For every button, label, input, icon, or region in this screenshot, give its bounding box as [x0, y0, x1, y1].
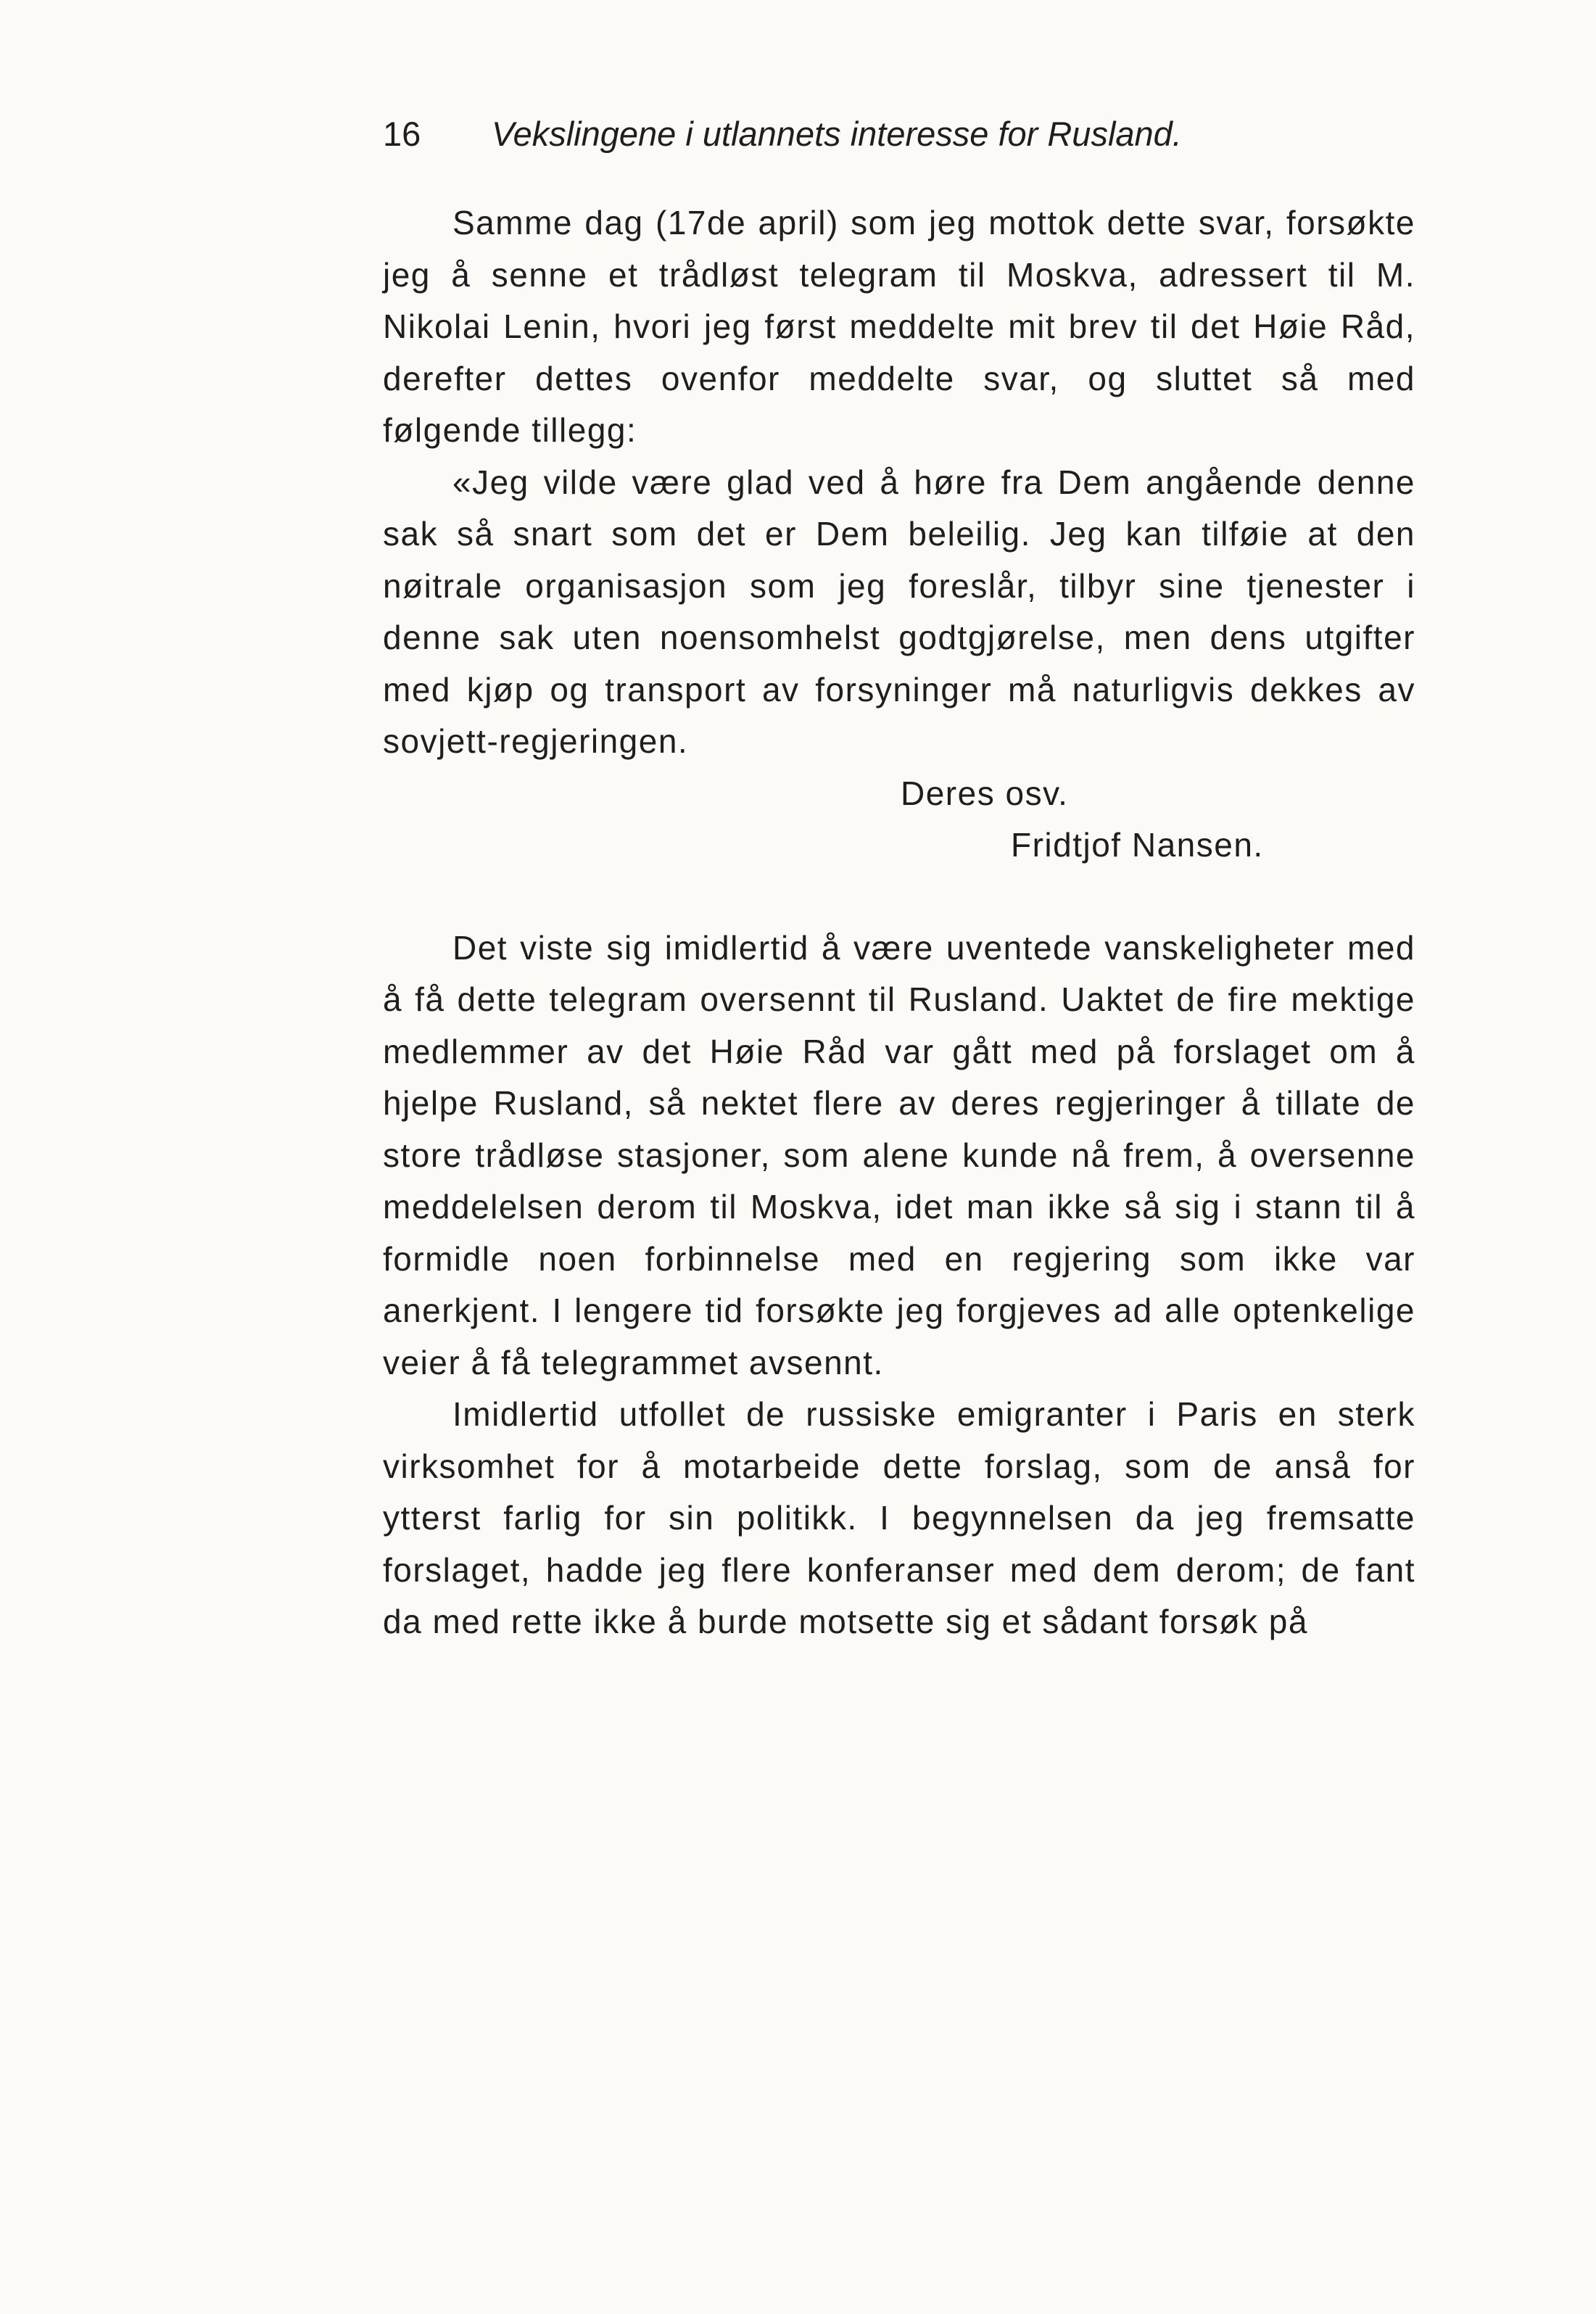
paragraph-3: Det viste sig imidlertid å være uventede vanskeligheter med å få dette telegram oversennt til Rusland. Uaktet de fire mektige medlemmer av det Høie Råd var gått med på forslaget om å hjelpe Rusland, så nektet flere av deres regjeringer å tillate de store trådløse stasjoner, som alene kunde nå frem, å oversenne meddelelsen derom til Moskva, idet man ikke så sig i stann til å formidle noen forbinnelse med en regjering som ikke var anerkjent. I lengere tid forsøkte jeg forgjeves ad alle optenkelige veier å få telegrammet avsennt. — [383, 928, 1415, 1381]
letter-signature: Fridtjof Nansen. — [1011, 826, 1264, 864]
running-head — [383, 109, 1420, 160]
body-text — [383, 197, 1415, 1648]
paragraph-1: Samme dag (17de april) som jeg mottok dette svar, forsøkte jeg å senne et trådløst telegram til Moskva, adressert til M. Nikolai Lenin, hvori jeg først meddelte mit brev til det Høie Råd, derefter dettes ovenfor meddelte svar, og sluttet så med følgende tillegg: — [383, 204, 1415, 449]
letter-closing: Deres osv. — [901, 774, 1069, 812]
running-title: Vekslingene i utlannets interesse for Rusland. — [492, 115, 1182, 153]
paragraph-2: «Jeg vilde være glad ved å høre fra Dem angående denne sak så snart som det er Dem beleilig. Jeg kan tilføie at den nøitrale organisasjon som jeg foreslår, tilbyr sine tjenester i denne sak uten noensomhelst godtgjørelse, men dens utgifter med kjøp og transport av forsyninger må naturligvis dekkes av sovjett-regjeringen. — [383, 463, 1415, 760]
paragraph-4: Imidlertid utfollet de russiske emigranter i Paris en sterk virksomhet for å motarbeide dette forslag, som de anså for ytterst farlig for sin politikk. I begynnelsen da jeg fremsatte forslaget, hadde jeg flere konferanser med dem derom; de fant da med rette ikke å burde motsette sig et sådant forsøk på — [383, 1395, 1415, 1640]
page-number: 16 — [383, 115, 421, 153]
section-gap — [383, 872, 1415, 922]
